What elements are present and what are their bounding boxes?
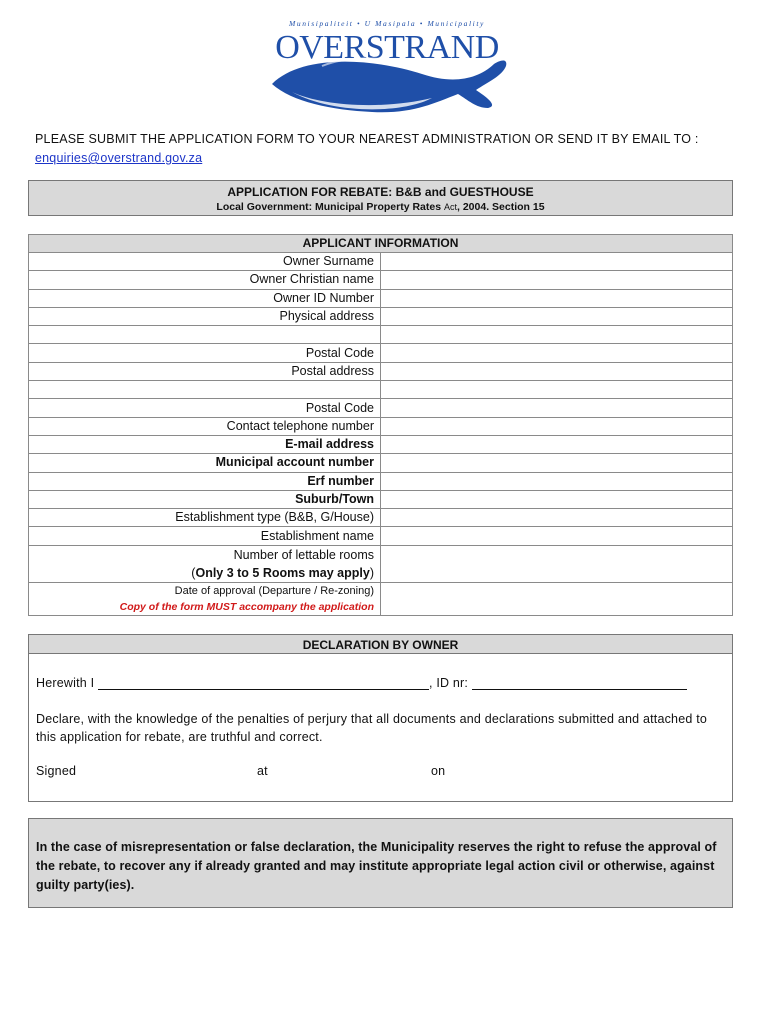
overstrand-logo <box>262 14 512 124</box>
lettable-rooms-label <box>29 545 381 582</box>
instruction-text: PLEASE SUBMIT THE APPLICATION FORM TO YOUR NEAREST ADMINISTRATION OR SEND IT BY EMAIL TO : <box>35 132 699 146</box>
municipal-account-number-label: Municipal account number <box>29 454 381 472</box>
physical-address-label: Physical address <box>29 307 381 325</box>
owner-surname-field[interactable] <box>381 253 733 271</box>
form-title: APPLICATION FOR REBATE: B&B and GUESTHOUSE <box>227 185 534 199</box>
postal-address-spacer <box>29 381 381 399</box>
copy-warning-text: Copy of the form MUST accompany the application <box>119 600 374 613</box>
declaration-heading: DECLARATION BY OWNER <box>28 634 733 654</box>
subtitle-act: Act <box>443 202 457 212</box>
contact-telephone-field[interactable] <box>381 417 733 435</box>
owner-christian-name-label: Owner Christian name <box>29 271 381 289</box>
id-nr-label: , ID nr: <box>428 676 469 690</box>
municipal-account-number-field[interactable] <box>381 454 733 472</box>
owner-surname-label: Owner Surname <box>29 253 381 271</box>
date-of-approval-field[interactable] <box>381 582 733 615</box>
rooms-note-open: ( <box>191 565 196 580</box>
email-address-label: E-mail address <box>29 435 381 453</box>
misrepresentation-notice: In the case of misrepresentation or false declaration, the Municipality reserves the right to refuse the approval of the rebate, to recover any if already granted and may institute appropriate legal action civil or otherwise, against guilty party(ies). <box>28 818 733 908</box>
physical-address-field-2[interactable] <box>381 326 733 344</box>
postal-address-field-2[interactable] <box>381 381 733 399</box>
owner-id-number-field[interactable] <box>381 289 733 307</box>
form-subtitle <box>29 201 732 213</box>
owner-christian-name-field[interactable] <box>381 271 733 289</box>
date-of-approval-label <box>29 582 381 615</box>
applicant-heading: APPLICANT INFORMATION <box>29 235 733 253</box>
erf-number-label: Erf number <box>29 472 381 490</box>
postal-code-label-1: Postal Code <box>29 344 381 362</box>
contact-telephone-label: Contact telephone number <box>29 417 381 435</box>
postal-code-field-2[interactable] <box>381 399 733 417</box>
establishment-type-label: Establishment type (B&B, G/House) <box>29 509 381 527</box>
owner-id-number-label: Owner ID Number <box>29 289 381 307</box>
establishment-name-label: Establishment name <box>29 527 381 545</box>
suburb-town-label: Suburb/Town <box>29 490 381 508</box>
declarant-id-line[interactable] <box>472 676 687 690</box>
subtitle-section: , 2004. Section 15 <box>457 201 545 213</box>
rooms-note: Only 3 to 5 Rooms may apply <box>195 565 370 580</box>
establishment-type-field[interactable] <box>381 509 733 527</box>
date-of-approval-text: Date of approval (Departure / Re-zoning) <box>174 584 374 597</box>
postal-address-label: Postal address <box>29 362 381 380</box>
lettable-rooms-field[interactable] <box>381 545 733 582</box>
declaration-name-row <box>36 676 726 690</box>
rooms-note-close: ) <box>369 565 374 580</box>
declaration-statement: Declare, with the knowledge of the penalties of perjury that all documents and declarations submitted and attached to this application for rebate, are truthful and correct. <box>36 712 708 744</box>
postal-address-field-1[interactable] <box>381 362 733 380</box>
postal-code-label-2: Postal Code <box>29 399 381 417</box>
suburb-town-field[interactable] <box>381 490 733 508</box>
subtitle-legislation: Local Government: Municipal Property Rates <box>216 201 442 213</box>
herewith-label: Herewith I <box>36 676 95 690</box>
on-label: on <box>431 764 446 778</box>
email-link[interactable]: enquiries@overstrand.gov.za <box>35 151 203 165</box>
lettable-rooms-text: Number of lettable rooms <box>233 547 374 562</box>
at-label: at <box>257 764 268 778</box>
physical-address-spacer <box>29 326 381 344</box>
erf-number-field[interactable] <box>381 472 733 490</box>
establishment-name-field[interactable] <box>381 527 733 545</box>
email-address-field[interactable] <box>381 435 733 453</box>
applicant-information-table <box>28 234 733 616</box>
logo-name: OVERSTRAND <box>275 29 499 66</box>
form-title-box <box>28 180 733 216</box>
declarant-name-line[interactable] <box>98 676 429 690</box>
physical-address-field-1[interactable] <box>381 307 733 325</box>
postal-code-field-1[interactable] <box>381 344 733 362</box>
declaration-section <box>28 654 733 802</box>
submission-instructions <box>35 130 735 168</box>
signed-label: Signed <box>36 764 77 778</box>
logo-tagline: Munisipaliteit • U Masipala • Municipality <box>289 19 485 28</box>
